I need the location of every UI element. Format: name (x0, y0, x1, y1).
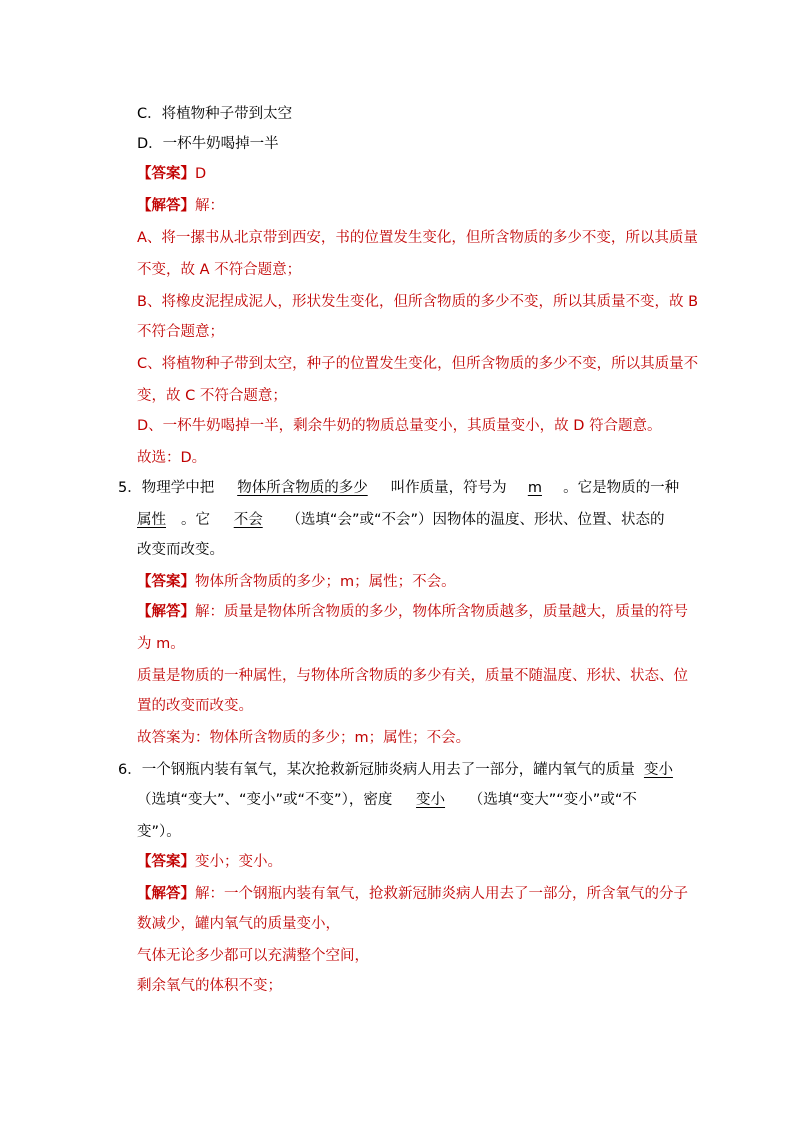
blank-answer: 变小 (643, 762, 673, 778)
option-letter: B (688, 294, 699, 310)
q4-analysis-b-line1 (137, 292, 698, 312)
q6-answer (137, 852, 282, 872)
text-segment: （选填“变大”、“变小”或“不变”），密度 (137, 792, 393, 808)
text-segment: 一个钢瓶内装有氧气，某次抢救新冠肺炎病人用去了一部分，罐内氧气的质量 (141, 762, 635, 778)
q5-line2 (137, 510, 664, 530)
fill-blank-1 (644, 760, 692, 780)
q5-analysis-line2: 为 m。 (137, 636, 185, 652)
analysis-tag: 【解答】 (137, 886, 195, 902)
q5-conclusion: 故答案为：物体所含物质的多少；m；属性；不会。 (137, 730, 471, 746)
question-number: 6． (118, 762, 142, 778)
fill-blank-1 (223, 478, 381, 498)
answer-text: D (195, 166, 207, 182)
text-segment: 不符合题意； (199, 388, 287, 404)
text-segment: D、一杯牛奶喝掉一半，剩余牛奶的物质总量变小，其质量变小，故 (137, 418, 569, 434)
text-segment: 不符合题意； (214, 262, 302, 278)
q5-line3: 改变而改变。 (137, 542, 224, 558)
fill-blank-2 (516, 478, 554, 498)
answer-text: 变小；变小。 (195, 854, 282, 870)
fill-blank-4 (219, 510, 277, 530)
q6-analysis-line2: 数减少，罐内氧气的质量变小， (137, 916, 340, 932)
option-letter: D (573, 418, 585, 434)
q6-line3: 变”）。 (137, 824, 181, 840)
text-segment: 变，故 (137, 388, 181, 404)
analysis-tag: 【解答】 (137, 198, 195, 214)
q4-analysis-head (137, 196, 224, 216)
option-c: C．将植物种子带到太空 (137, 106, 293, 122)
blank-answer: 物体所含物质的多少 (237, 480, 368, 496)
text-segment: （选填“会”或“不会”）因物体的温度、形状、位置、状态的 (286, 512, 665, 528)
text-segment: 符合题意。 (589, 418, 662, 434)
text-segment: B、将橡皮泥捏成泥人，形状发生变化，但所含物质的多少不变，所以其质量不变，故 (137, 294, 684, 310)
blank-answer: 属性 (137, 512, 166, 528)
q4-analysis-c-line1: C、将植物种子带到太空，种子的位置发生变化，但所含物质的多少不变，所以其质量不 (137, 356, 699, 372)
q4-analysis-b-line2: 不符合题意； (137, 324, 224, 340)
answer-text: 物体所含物质的多少；m；属性；不会。 (195, 574, 456, 590)
text-segment: 。它是物质的一种 (563, 480, 680, 496)
blank-answer: m (527, 480, 542, 496)
option-letter: A (199, 262, 210, 278)
analysis-intro: 解： (195, 198, 224, 214)
q4-analysis-a-line1: A、将一摞书从北京带到西安，书的位置发生变化，但所含物质的多少不变，所以其质量 (137, 230, 698, 246)
option-letter: C (185, 388, 196, 404)
option-d: D．一杯牛奶喝掉一半 (137, 136, 279, 152)
answer-tag: 【答案】 (137, 166, 195, 182)
q4-analysis-d-line (137, 416, 662, 436)
q5-analysis-line1 (137, 602, 688, 622)
text-segment: 叫作质量，符号为 (390, 480, 507, 496)
text-segment: 不变，故 (137, 262, 195, 278)
text-segment: 。它 (181, 512, 210, 528)
q5-analysis-line4: 置的改变而改变。 (137, 698, 253, 714)
answer-tag: 【答案】 (137, 854, 195, 870)
q6-analysis-line3: 气体无论多少都可以充满整个空间， (137, 948, 369, 964)
fill-blank-2 (402, 790, 460, 810)
fill-blank-3 (137, 510, 181, 530)
blank-answer: 不会 (233, 512, 263, 528)
q4-analysis-c-line2 (137, 386, 287, 406)
question-number: 5． (118, 480, 142, 496)
q5-line1 (118, 478, 679, 498)
answer-tag: 【答案】 (137, 574, 195, 590)
analysis-text: 解：质量是物体所含物质的多少，物体所含物质越多，质量越大，质量的符号 (195, 604, 688, 620)
q4-answer (137, 164, 206, 184)
analysis-tag: 【解答】 (137, 604, 195, 620)
q6-analysis-line1 (137, 884, 688, 904)
q5-answer (137, 572, 456, 592)
text-segment: （选填“变大”“变小”或“不 (468, 792, 637, 808)
q4-conclusion: 故选：D。 (137, 450, 207, 466)
q6-line2 (137, 790, 637, 810)
analysis-text: 解：一个钢瓶内装有氧气，抢救新冠肺炎病人用去了一部分，所含氧气的分子 (195, 886, 688, 902)
q6-line1 (118, 760, 692, 780)
q5-analysis-line3: 质量是物质的一种属性，与物体所含物质的多少有关，质量不随温度、形状、状态、位 (137, 668, 688, 684)
q4-analysis-a-line2 (137, 260, 301, 280)
q6-analysis-line4: 剩余氧气的体积不变； (137, 978, 282, 994)
blank-answer: 变小 (416, 792, 446, 808)
text-segment: 物理学中把 (141, 480, 215, 496)
